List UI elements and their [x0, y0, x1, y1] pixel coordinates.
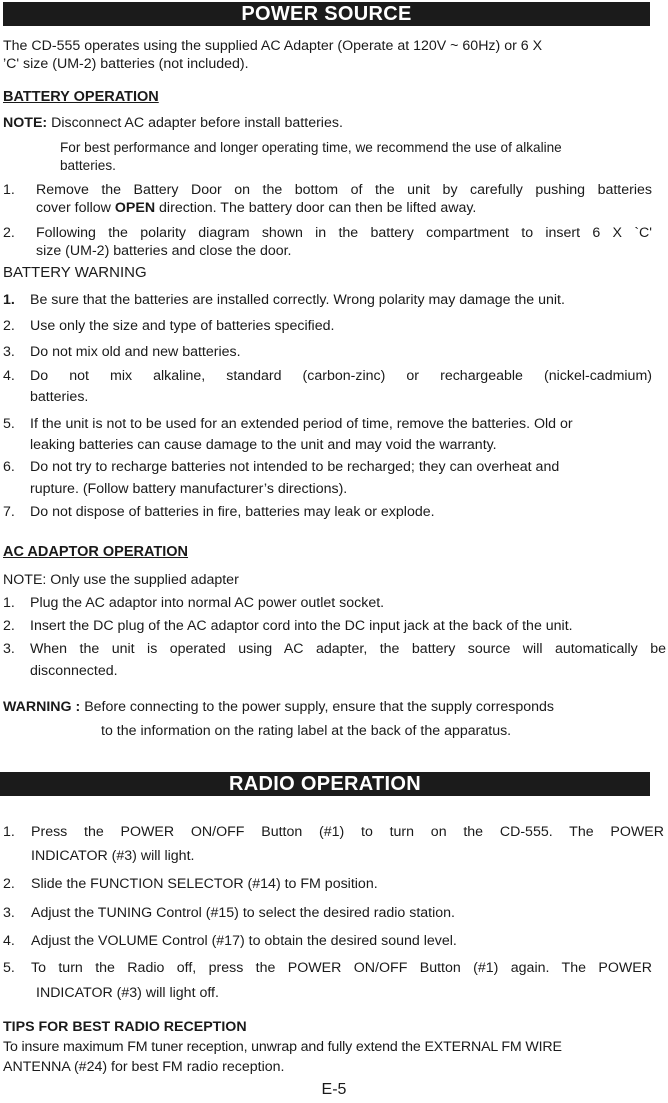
tips-heading: TIPS FOR BEST RADIO RECEPTION: [3, 1019, 247, 1035]
warning-number: 6.: [3, 459, 15, 475]
radio-step-4: Adjust the VOLUME Control (#17) to obtain the desired sound level.: [31, 933, 457, 949]
warning-3: Do not mix old and new batteries.: [30, 344, 241, 360]
radio-step-number: 3.: [3, 905, 15, 921]
battery-step-2-line1: Following the polarity diagram shown in the battery compartment to insert 6 X `C': [36, 225, 652, 241]
power-source-intro-line2: ’C' size (UM-2) batteries (not included).: [3, 56, 249, 72]
radio-step-number: 1.: [3, 824, 15, 840]
battery-step-2-line2: size (UM-2) batteries and close the door.: [36, 243, 292, 259]
ac-adaptor-note: NOTE: Only use the supplied adapter: [3, 572, 239, 588]
ac-step-number: 2.: [3, 618, 15, 634]
ac-adaptor-heading: AC ADAPTOR OPERATION: [3, 544, 189, 560]
power-source-intro-line1: The CD-555 operates using the supplied AC Adapter (Operate at 120V ~ 60Hz) or 6 X: [3, 38, 543, 54]
warning-1: Be sure that the batteries are installed correctly. Wrong polarity may damage the unit.: [30, 292, 565, 308]
warning-6-line2: rupture. (Follow battery manufacturer’s directions).: [30, 481, 348, 497]
radio-step-3: Adjust the TUNING Control (#15) to select the desired radio station.: [31, 905, 455, 921]
warning-number: 7.: [3, 504, 15, 520]
radio-operation-title: RADIO OPERATION: [0, 772, 650, 796]
ac-step-number: 3.: [3, 641, 15, 657]
warning-number: 5.: [3, 416, 15, 432]
note-text: Disconnect AC adapter before install batteries.: [51, 115, 343, 131]
battery-note: [3, 114, 343, 132]
ac-step-2: Insert the DC plug of the AC adaptor cord into the DC input jack at the back of the unit.: [30, 618, 573, 634]
warning-6-line1: Do not try to recharge batteries not intended to be recharged; they can overheat and: [30, 459, 560, 475]
warning-2: Use only the size and type of batteries specified.: [30, 318, 335, 334]
note-label: NOTE:: [3, 115, 48, 131]
radio-step-5-line1: To turn the Radio off, press the POWER ON/OFF Button (#1) again. The POWER: [31, 960, 652, 976]
battery-step-1-line1: Remove the Battery Door on the bottom of the unit by carefully pushing batteries: [36, 182, 652, 198]
radio-step-number: 2.: [3, 876, 15, 892]
battery-tip-line2: batteries.: [60, 158, 116, 173]
ac-step-3-line1: When the unit is operated using AC adapter, the battery source will automatically be: [30, 641, 666, 657]
ac-step-3-line2: disconnected.: [30, 663, 118, 679]
radio-step-2: Slide the FUNCTION SELECTOR (#14) to FM position.: [31, 876, 378, 892]
tips-line2: ANTENNA (#24) for best FM radio reception.: [3, 1059, 285, 1075]
battery-tip-line1: For best performance and longer operating time, we recommend the use of alkaline: [60, 140, 562, 155]
ac-step-number: 1.: [3, 595, 15, 611]
warning-7: Do not dispose of batteries in fire, batteries may leak or explode.: [30, 504, 435, 520]
ac-warning-line2: to the information on the rating label at the back of the apparatus.: [101, 723, 512, 739]
radio-step-1-line1: Press the POWER ON/OFF Button (#1) to turn on the CD-555. The POWER: [31, 824, 664, 840]
warning-number: 3.: [3, 344, 15, 360]
warning-text: Before connecting to the power supply, ensure that the supply corresponds: [84, 699, 554, 715]
battery-step-number: 1.: [3, 182, 15, 198]
warning-5-line1: If the unit is not to be used for an extended period of time, remove the batteries. Old or: [30, 416, 573, 432]
battery-operation-heading: BATTERY OPERATION: [3, 89, 159, 105]
warning-4-line2: batteries.: [30, 389, 89, 405]
warning-number: 4.: [3, 368, 15, 384]
radio-step-1-line2: INDICATOR (#3) will light.: [31, 848, 195, 864]
ac-step-1: Plug the AC adaptor into normal AC power outlet socket.: [30, 595, 385, 611]
open-keyword: OPEN: [114, 200, 156, 216]
battery-warning-heading: BATTERY WARNING: [3, 264, 147, 281]
battery-step-1-line2: cover follow OPEN direction. The battery door can then be lifted away.: [36, 200, 477, 216]
radio-step-number: 5.: [3, 960, 15, 976]
radio-step-number: 4.: [3, 933, 15, 949]
warning-number: 2.: [3, 318, 15, 334]
warning-5-line2: leaking batteries can cause damage to the unit and may void the warranty.: [30, 437, 497, 453]
battery-step-number: 2.: [3, 225, 15, 241]
page-number: E-5: [321, 1081, 347, 1098]
radio-step-5-line2: INDICATOR (#3) will light off.: [36, 985, 219, 1001]
power-source-title: POWER SOURCE: [3, 2, 650, 26]
tips-line1: To insure maximum FM tuner reception, unwrap and fully extend the EXTERNAL FM WIRE: [3, 1039, 562, 1055]
warning-4-line1: Do not mix alkaline, standard (carbon-zinc) or rechargeable (nickel-cadmium): [30, 368, 652, 384]
warning-label: WARNING :: [3, 699, 81, 715]
warning-number: 1.: [3, 292, 15, 308]
ac-warning-line1: [3, 698, 554, 716]
